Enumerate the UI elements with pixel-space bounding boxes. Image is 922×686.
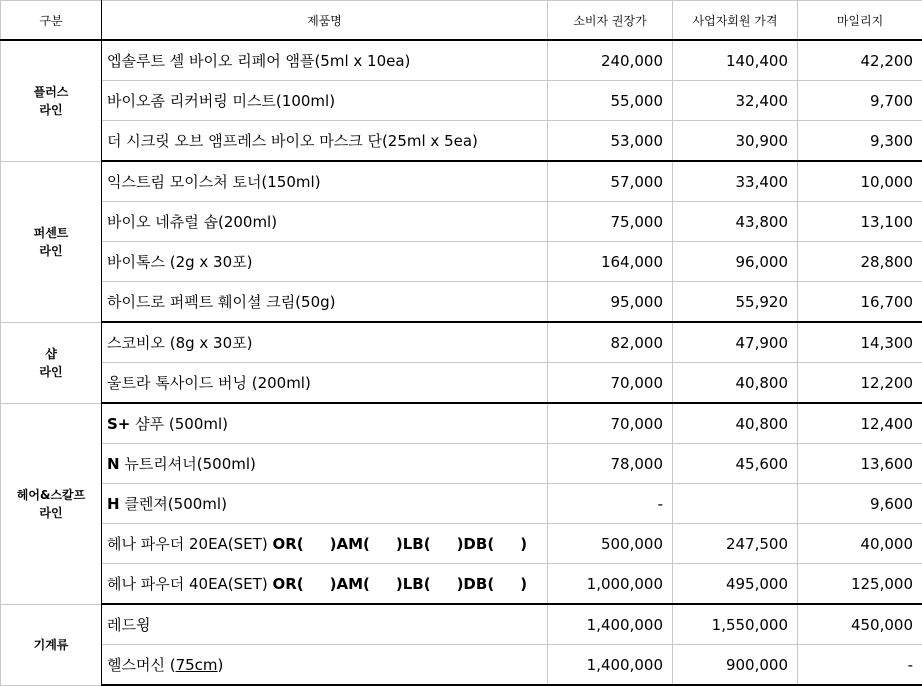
table-row	[1, 524, 922, 564]
mileage-cell: 9,700	[798, 81, 922, 121]
product-name-cell	[102, 604, 548, 645]
retail-price-cell: 164,000	[548, 242, 673, 282]
product-prefix: N	[107, 455, 120, 473]
member-price-cell: 43,800	[673, 202, 798, 242]
table-row	[1, 81, 922, 121]
retail-price-cell: 240,000	[548, 40, 673, 81]
product-name: 헤나 파우더 20EA(SET)	[107, 535, 272, 553]
retail-price-cell: 70,000	[548, 363, 673, 404]
color-option: )LB(	[396, 575, 431, 593]
product-size: 75cm	[176, 656, 218, 674]
product-name-cell	[102, 363, 548, 404]
mileage-cell: 450,000	[798, 604, 922, 645]
retail-price-cell: 57,000	[548, 161, 673, 202]
member-price-cell: 40,800	[673, 403, 798, 444]
product-name: 클렌져(500ml)	[120, 495, 227, 513]
product-name-cell	[102, 484, 548, 524]
retail-price-cell: 55,000	[548, 81, 673, 121]
mileage-cell: 28,800	[798, 242, 922, 282]
member-price-cell: 247,500	[673, 524, 798, 564]
product-suffix: )	[218, 656, 224, 674]
member-price-cell: 96,000	[673, 242, 798, 282]
product-name: 바이톡스 (2g x 30포)	[107, 253, 253, 271]
member-price-cell: 45,600	[673, 444, 798, 484]
table-row	[1, 242, 922, 282]
member-price-cell: 30,900	[673, 121, 798, 162]
retail-price-cell: 1,400,000	[548, 604, 673, 645]
mileage-cell: 125,000	[798, 564, 922, 605]
product-name-cell	[102, 444, 548, 484]
product-name: 헬스머신 (	[107, 656, 176, 674]
member-price-cell: 55,920	[673, 282, 798, 323]
mileage-cell: 12,400	[798, 403, 922, 444]
mileage-cell: 42,200	[798, 40, 922, 81]
product-name-cell	[102, 40, 548, 81]
retail-price-cell: 75,000	[548, 202, 673, 242]
table-row	[1, 282, 922, 323]
retail-price-cell: 500,000	[548, 524, 673, 564]
header-product: 제품명	[102, 1, 548, 41]
color-option: OR(	[272, 575, 303, 593]
table-row	[1, 484, 922, 524]
product-name-cell	[102, 524, 548, 564]
product-prefix: S+	[107, 415, 130, 433]
table-row	[1, 40, 922, 81]
table-row	[1, 564, 922, 605]
product-name-cell	[102, 645, 548, 686]
product-name: 하이드로 퍼펙트 훼이셜 크림(50g)	[107, 293, 336, 311]
mileage-cell: 13,600	[798, 444, 922, 484]
table-row	[1, 645, 922, 686]
product-name-cell	[102, 202, 548, 242]
color-option: )	[520, 575, 527, 593]
product-name: 바이오좀 리커버링 미스트(100ml)	[107, 92, 335, 110]
product-name: 더 시크릿 오브 앰프레스 바이오 마스크 단(25ml x 5ea)	[107, 132, 478, 150]
color-option: OR(	[272, 535, 303, 553]
category-cell: 샵 라인	[1, 322, 102, 403]
member-price-cell	[673, 484, 798, 524]
mileage-cell: 13,100	[798, 202, 922, 242]
product-name: 엡솔루트 셀 바이오 리페어 앰플(5ml x 10ea)	[107, 52, 410, 70]
product-name-cell	[102, 282, 548, 323]
member-price-cell: 495,000	[673, 564, 798, 605]
retail-price-cell: 1,400,000	[548, 645, 673, 686]
product-name: 뉴트리셔너(500ml)	[120, 455, 256, 473]
table-row	[1, 202, 922, 242]
table-row	[1, 322, 922, 363]
table-row	[1, 363, 922, 404]
member-price-cell: 33,400	[673, 161, 798, 202]
color-option: )DB(	[457, 575, 495, 593]
member-price-cell: 47,900	[673, 322, 798, 363]
retail-price-cell: 70,000	[548, 403, 673, 444]
mileage-cell: 10,000	[798, 161, 922, 202]
retail-price-cell: 53,000	[548, 121, 673, 162]
member-price-cell: 32,400	[673, 81, 798, 121]
member-price-cell: 1,550,000	[673, 604, 798, 645]
category-cell: 플러스 라인	[1, 40, 102, 161]
retail-price-cell: 78,000	[548, 444, 673, 484]
category-cell: 헤어&스칼프 라인	[1, 403, 102, 604]
product-name-cell	[102, 81, 548, 121]
product-name: 레드윙	[107, 616, 150, 634]
product-name-cell	[102, 161, 548, 202]
category-cell: 기계류	[1, 604, 102, 685]
mileage-cell: 9,300	[798, 121, 922, 162]
table-row	[1, 403, 922, 444]
mileage-cell: 9,600	[798, 484, 922, 524]
table-row	[1, 604, 922, 645]
member-price-cell: 140,400	[673, 40, 798, 81]
product-name: 헤나 파우더 40EA(SET)	[107, 575, 272, 593]
member-price-cell: 900,000	[673, 645, 798, 686]
product-name-cell	[102, 322, 548, 363]
color-option: )AM(	[330, 535, 370, 553]
product-name: 바이오 네츄럴 솝(200ml)	[107, 213, 277, 231]
retail-price-cell: 95,000	[548, 282, 673, 323]
header-row	[1, 1, 922, 41]
color-option: )	[520, 535, 527, 553]
product-name: 스코비오 (8g x 30포)	[107, 334, 253, 352]
product-name: 샴푸 (500ml)	[130, 415, 228, 433]
mileage-cell: 40,000	[798, 524, 922, 564]
retail-price-cell: 82,000	[548, 322, 673, 363]
header-member-price: 사업자회원 가격	[673, 1, 798, 41]
mileage-cell: 12,200	[798, 363, 922, 404]
retail-price-cell: -	[548, 484, 673, 524]
member-price-cell: 40,800	[673, 363, 798, 404]
product-name-cell	[102, 403, 548, 444]
color-option: )DB(	[457, 535, 495, 553]
product-name: 익스트림 모이스처 토너(150ml)	[107, 173, 321, 191]
mileage-cell: -	[798, 645, 922, 686]
product-name-cell	[102, 121, 548, 162]
table-row	[1, 161, 922, 202]
table-row	[1, 121, 922, 162]
table-row	[1, 444, 922, 484]
mileage-cell: 14,300	[798, 322, 922, 363]
header-category: 구분	[1, 1, 102, 41]
product-name-cell	[102, 242, 548, 282]
product-name-cell	[102, 564, 548, 605]
category-cell: 퍼센트 라인	[1, 161, 102, 322]
color-option: )AM(	[330, 575, 370, 593]
product-prefix: H	[107, 495, 120, 513]
retail-price-cell: 1,000,000	[548, 564, 673, 605]
header-retail-price: 소비자 권장가	[548, 1, 673, 41]
product-name: 울트라 톡사이드 버닝 (200ml)	[107, 374, 311, 392]
color-option: )LB(	[396, 535, 431, 553]
mileage-cell: 16,700	[798, 282, 922, 323]
header-mileage: 마일리지	[798, 1, 922, 41]
